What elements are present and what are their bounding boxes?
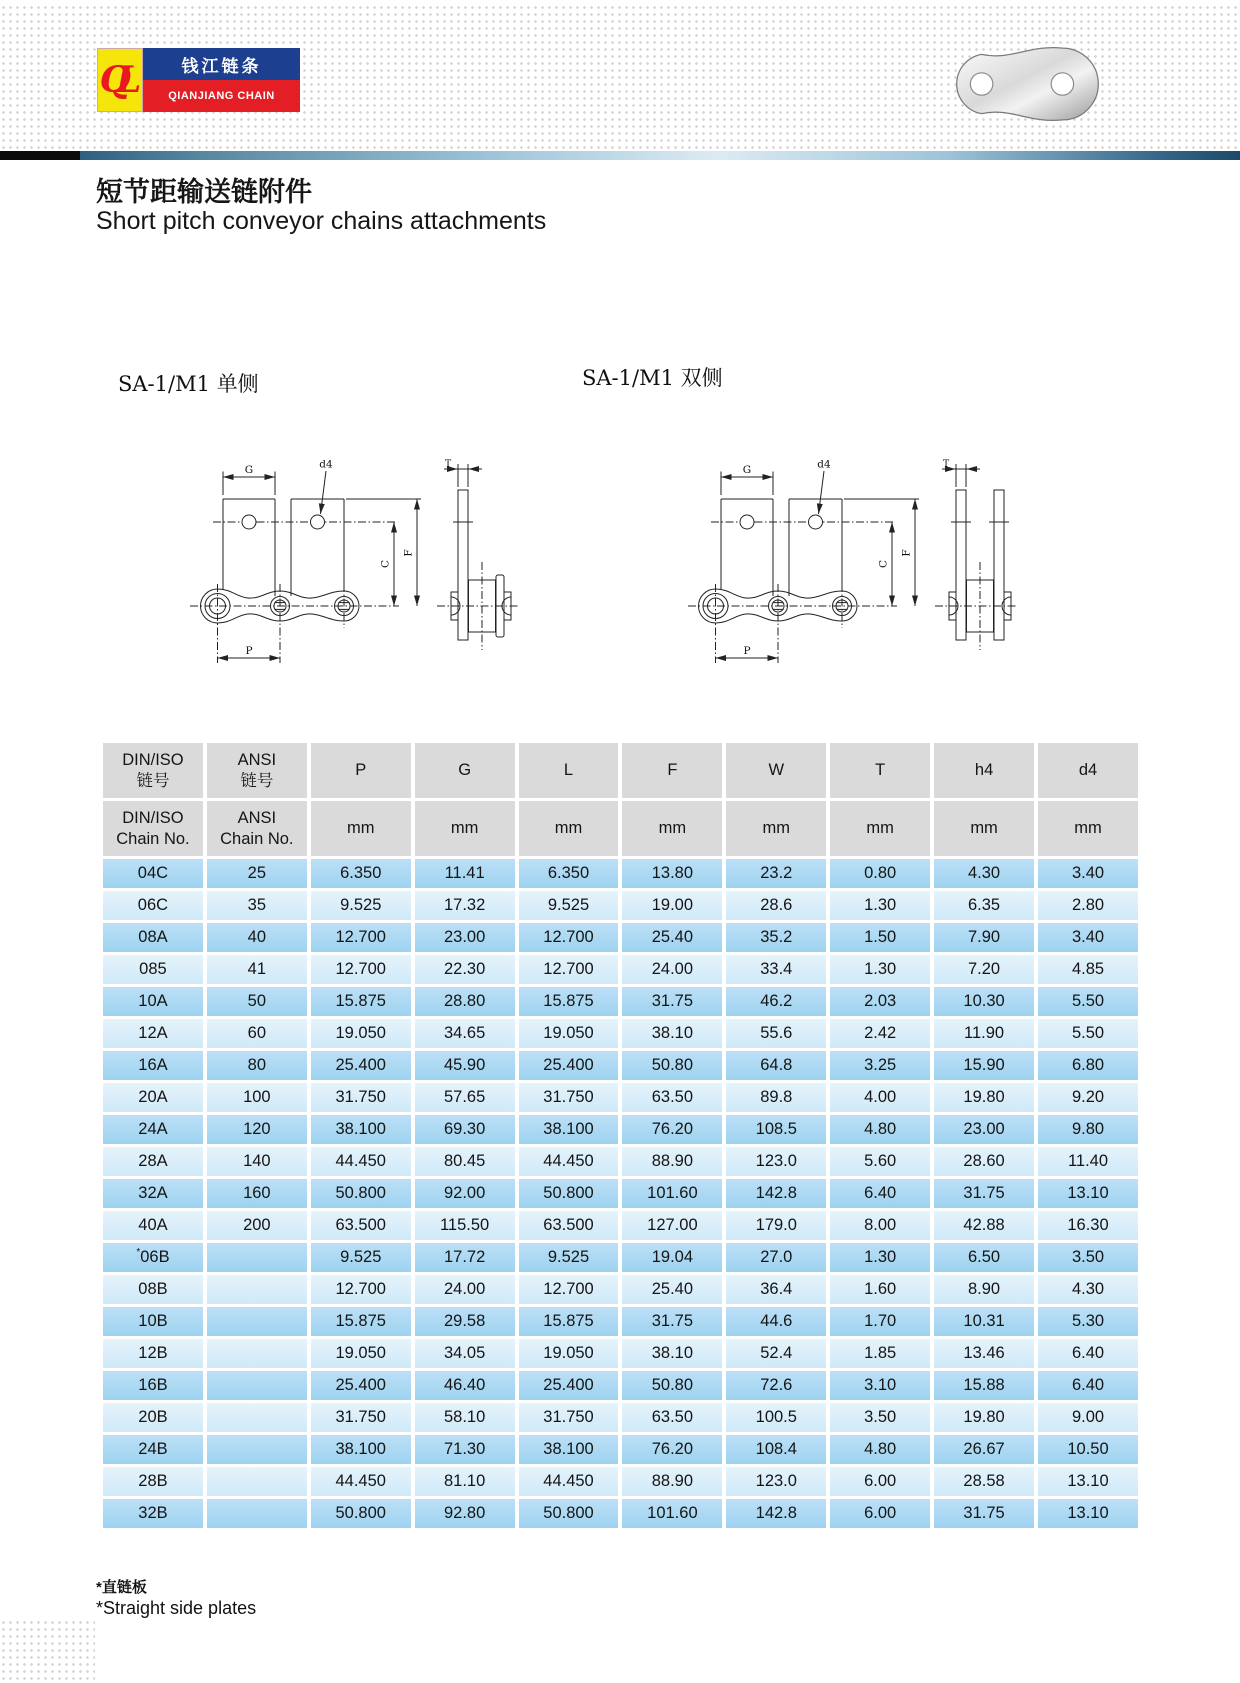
table-cell: 25.40 — [622, 923, 722, 952]
company-logo — [97, 48, 300, 112]
table-cell: 69.30 — [415, 1115, 515, 1144]
table-cell: 140 — [207, 1147, 307, 1176]
logo-monogram: QL — [99, 59, 127, 101]
table-cell: 42.88 — [934, 1211, 1034, 1240]
dimension-label: d4 — [817, 458, 831, 471]
table-cell: 72.6 — [726, 1371, 826, 1400]
table-cell: 50 — [207, 987, 307, 1016]
table-cell: 44.450 — [519, 1467, 619, 1496]
table-cell: 19.80 — [934, 1083, 1034, 1112]
table-cell: 10B — [103, 1307, 203, 1336]
table-cell: 6.40 — [1038, 1339, 1138, 1368]
table-cell: 142.8 — [726, 1499, 826, 1528]
dimension-label: P — [743, 645, 751, 657]
table-cell: 142.8 — [726, 1179, 826, 1208]
table-cell: 9.525 — [519, 1243, 619, 1272]
table-cell: 13.46 — [934, 1339, 1034, 1368]
table-cell: 3.25 — [830, 1051, 930, 1080]
table-cell: 7.20 — [934, 955, 1034, 984]
table-cell: 6.40 — [830, 1179, 930, 1208]
logo-name-cn: 钱江链条 — [143, 48, 300, 80]
table-cell: 44.450 — [311, 1147, 411, 1176]
dimension-label: C — [379, 559, 392, 569]
table-cell: 63.500 — [311, 1211, 411, 1240]
table-cell: 25.400 — [519, 1371, 619, 1400]
table-row — [103, 1115, 1138, 1144]
table-cell: 123.0 — [726, 1147, 826, 1176]
table-cell: 33.4 — [726, 955, 826, 984]
table-cell: 9.525 — [519, 891, 619, 920]
table-cell: 9.80 — [1038, 1115, 1138, 1144]
table-header-cell: W — [726, 743, 826, 798]
table-cell: 12A — [103, 1019, 203, 1048]
table-cell: 80 — [207, 1051, 307, 1080]
table-cell: 31.75 — [622, 1307, 722, 1336]
table-cell: 10.50 — [1038, 1435, 1138, 1464]
table-header-cell: mm — [415, 801, 515, 856]
table-cell — [207, 1499, 307, 1528]
table-cell: 40A — [103, 1211, 203, 1240]
table-cell: 1.50 — [830, 923, 930, 952]
table-cell: 38.100 — [311, 1435, 411, 1464]
table-cell: 29.58 — [415, 1307, 515, 1336]
table-cell: 35 — [207, 891, 307, 920]
table-row — [103, 1307, 1138, 1336]
table-cell: 11.41 — [415, 859, 515, 888]
table-cell: 15.875 — [311, 1307, 411, 1336]
table-cell: 4.30 — [1038, 1275, 1138, 1304]
table-cell — [207, 1243, 307, 1272]
logo-name-en: QIANJIANG CHAIN — [143, 80, 300, 112]
table-row — [103, 1179, 1138, 1208]
table-cell: 20B — [103, 1403, 203, 1432]
table-cell: 15.88 — [934, 1371, 1034, 1400]
table-cell: 16A — [103, 1051, 203, 1080]
table-cell: 13.10 — [1038, 1179, 1138, 1208]
dimension-label: G — [244, 464, 254, 476]
table-cell: 101.60 — [622, 1179, 722, 1208]
table-cell: 6.80 — [1038, 1051, 1138, 1080]
table-cell: 81.10 — [415, 1467, 515, 1496]
table-cell: 6.40 — [1038, 1371, 1138, 1400]
table-cell: 10A — [103, 987, 203, 1016]
table-cell: 76.20 — [622, 1115, 722, 1144]
table-cell — [207, 1307, 307, 1336]
diagram-double-side-drawing — [683, 458, 1043, 688]
table-cell: 5.50 — [1038, 1019, 1138, 1048]
table-cell: 17.32 — [415, 891, 515, 920]
table-cell: 23.2 — [726, 859, 826, 888]
table-cell: 085 — [103, 955, 203, 984]
table-cell: 1.60 — [830, 1275, 930, 1304]
table-cell: 63.50 — [622, 1403, 722, 1432]
table-header-row — [103, 801, 1138, 856]
table-cell: 50.800 — [519, 1179, 619, 1208]
spec-table-wrap — [99, 740, 1142, 1531]
table-row — [103, 1147, 1138, 1176]
table-cell: 5.50 — [1038, 987, 1138, 1016]
table-cell: 5.60 — [830, 1147, 930, 1176]
table-cell: 3.40 — [1038, 859, 1138, 888]
table-cell: 25 — [207, 859, 307, 888]
table-cell: 8.90 — [934, 1275, 1034, 1304]
table-header-cell: G — [415, 743, 515, 798]
table-cell: 9.00 — [1038, 1403, 1138, 1432]
table-row — [103, 955, 1138, 984]
table-header-cell: DIN/ISO 链号 — [103, 743, 203, 798]
divider-bar-black — [0, 151, 80, 160]
table-header-cell: d4 — [1038, 743, 1138, 798]
table-cell: 6.00 — [830, 1499, 930, 1528]
table-header-row — [103, 743, 1138, 798]
table-cell: 13.10 — [1038, 1467, 1138, 1496]
table-cell: 19.80 — [934, 1403, 1034, 1432]
table-header-cell: ANSI Chain No. — [207, 801, 307, 856]
table-row — [103, 1051, 1138, 1080]
table-cell: 108.4 — [726, 1435, 826, 1464]
table-cell: 06C — [103, 891, 203, 920]
table-cell: 44.450 — [311, 1467, 411, 1496]
table-header-cell: mm — [1038, 801, 1138, 856]
table-cell: 1.30 — [830, 955, 930, 984]
table-cell: 19.050 — [311, 1339, 411, 1368]
table-cell: 50.80 — [622, 1371, 722, 1400]
table-cell: 63.50 — [622, 1083, 722, 1112]
table-cell: 19.050 — [519, 1019, 619, 1048]
table-cell: 31.75 — [934, 1499, 1034, 1528]
table-cell: 92.80 — [415, 1499, 515, 1528]
table-cell: 108.5 — [726, 1115, 826, 1144]
table-cell: 25.400 — [311, 1051, 411, 1080]
table-cell: 15.875 — [519, 1307, 619, 1336]
table-header-cell: T — [830, 743, 930, 798]
table-cell: 3.10 — [830, 1371, 930, 1400]
table-cell: 24.00 — [415, 1275, 515, 1304]
table-cell: 40 — [207, 923, 307, 952]
table-row — [103, 859, 1138, 888]
table-header-cell: mm — [726, 801, 826, 856]
chain-link-plate-image — [943, 42, 1101, 126]
table-cell: 20A — [103, 1083, 203, 1112]
dimension-label: F — [900, 549, 913, 557]
table-header-cell: F — [622, 743, 722, 798]
table-cell: 41 — [207, 955, 307, 984]
table-row — [103, 1019, 1138, 1048]
table-cell: 38.100 — [519, 1115, 619, 1144]
table-cell: 6.35 — [934, 891, 1034, 920]
table-cell: 64.8 — [726, 1051, 826, 1080]
table-header-cell: P — [311, 743, 411, 798]
table-cell — [207, 1275, 307, 1304]
table-cell: 15.875 — [311, 987, 411, 1016]
table-cell: 60 — [207, 1019, 307, 1048]
table-cell: 52.4 — [726, 1339, 826, 1368]
table-cell: 1.70 — [830, 1307, 930, 1336]
table-cell: 22.30 — [415, 955, 515, 984]
table-cell: 28A — [103, 1147, 203, 1176]
table-cell: 28.80 — [415, 987, 515, 1016]
table-cell: 2.80 — [1038, 891, 1138, 920]
table-cell: 23.00 — [934, 1115, 1034, 1144]
table-cell: 1.30 — [830, 1243, 930, 1272]
diagram-left-title: SA-1/M1 单侧 — [118, 372, 259, 396]
table-cell: 31.75 — [622, 987, 722, 1016]
table-cell: 4.85 — [1038, 955, 1138, 984]
table-cell: 12.700 — [311, 1275, 411, 1304]
table-cell — [207, 1403, 307, 1432]
table-cell: 38.100 — [519, 1435, 619, 1464]
table-cell: 31.75 — [934, 1179, 1034, 1208]
table-cell: 16.30 — [1038, 1211, 1138, 1240]
logo-monogram-box — [97, 48, 143, 112]
dimension-label: d4 — [319, 458, 333, 471]
dimension-label: P — [245, 645, 253, 657]
table-cell: 4.30 — [934, 859, 1034, 888]
table-cell: 26.67 — [934, 1435, 1034, 1464]
table-cell: 24.00 — [622, 955, 722, 984]
table-cell: 115.50 — [415, 1211, 515, 1240]
table-header-cell: L — [519, 743, 619, 798]
table-cell: 80.45 — [415, 1147, 515, 1176]
table-cell: 3.40 — [1038, 923, 1138, 952]
table-cell: 19.00 — [622, 891, 722, 920]
table-cell: 1.85 — [830, 1339, 930, 1368]
table-cell: 15.90 — [934, 1051, 1034, 1080]
table-cell: 2.42 — [830, 1019, 930, 1048]
table-cell: 50.80 — [622, 1051, 722, 1080]
table-cell: 25.40 — [622, 1275, 722, 1304]
table-cell: 27.0 — [726, 1243, 826, 1272]
table-row — [103, 1275, 1138, 1304]
table-cell: 3.50 — [1038, 1243, 1138, 1272]
table-cell: 100.5 — [726, 1403, 826, 1432]
table-cell: 76.20 — [622, 1435, 722, 1464]
table-cell: 6.350 — [311, 859, 411, 888]
table-cell: 08B — [103, 1275, 203, 1304]
table-cell: 32B — [103, 1499, 203, 1528]
table-cell: 24B — [103, 1435, 203, 1464]
footnote-en: *Straight side plates — [96, 1598, 257, 1618]
diagram-right-title: SA-1/M1 双侧 — [582, 366, 723, 390]
table-cell: 123.0 — [726, 1467, 826, 1496]
table-cell: 8.00 — [830, 1211, 930, 1240]
table-cell: 120 — [207, 1115, 307, 1144]
table-header-cell: mm — [519, 801, 619, 856]
table-cell: *06B — [103, 1243, 203, 1272]
table-row — [103, 1211, 1138, 1240]
table-cell: 4.80 — [830, 1115, 930, 1144]
table-row — [103, 923, 1138, 952]
divider-bar-blue — [80, 151, 1240, 160]
table-cell: 11.40 — [1038, 1147, 1138, 1176]
table-cell: 12B — [103, 1339, 203, 1368]
page-title-en: Short pitch conveyor chains attachments — [96, 207, 547, 235]
table-cell: 31.750 — [519, 1083, 619, 1112]
table-cell: 15.875 — [519, 987, 619, 1016]
table-cell: 44.6 — [726, 1307, 826, 1336]
table-cell: 28B — [103, 1467, 203, 1496]
table-cell — [207, 1435, 307, 1464]
table-row — [103, 891, 1138, 920]
page-title-cn: 短节距输送链附件 — [96, 177, 312, 207]
dimension-label: F — [402, 549, 415, 557]
table-cell: 12.700 — [519, 1275, 619, 1304]
table-row — [103, 1403, 1138, 1432]
table-cell: 38.100 — [311, 1115, 411, 1144]
table-cell: 12.700 — [519, 955, 619, 984]
table-cell: 88.90 — [622, 1147, 722, 1176]
table-cell: 6.350 — [519, 859, 619, 888]
table-cell: 127.00 — [622, 1211, 722, 1240]
table-cell: 36.4 — [726, 1275, 826, 1304]
table-cell: 13.80 — [622, 859, 722, 888]
table-cell: 63.500 — [519, 1211, 619, 1240]
table-cell: 50.800 — [311, 1499, 411, 1528]
table-row — [103, 987, 1138, 1016]
table-cell: 1.30 — [830, 891, 930, 920]
logo-name-box — [143, 48, 300, 112]
table-cell: 31.750 — [311, 1083, 411, 1112]
table-cell — [207, 1371, 307, 1400]
table-cell: 200 — [207, 1211, 307, 1240]
table-cell: 4.00 — [830, 1083, 930, 1112]
table-cell: 5.30 — [1038, 1307, 1138, 1336]
table-cell: 55.6 — [726, 1019, 826, 1048]
table-cell: 46.2 — [726, 987, 826, 1016]
table-cell: 35.2 — [726, 923, 826, 952]
table-cell: 9.20 — [1038, 1083, 1138, 1112]
table-row — [103, 1435, 1138, 1464]
table-cell: 50.800 — [311, 1179, 411, 1208]
table-cell: 3.50 — [830, 1403, 930, 1432]
table-cell: 6.00 — [830, 1467, 930, 1496]
table-cell: 32A — [103, 1179, 203, 1208]
table-cell: 24A — [103, 1115, 203, 1144]
table-cell: 46.40 — [415, 1371, 515, 1400]
table-row — [103, 1499, 1138, 1528]
table-cell: 31.750 — [519, 1403, 619, 1432]
table-row — [103, 1371, 1138, 1400]
table-cell: 31.750 — [311, 1403, 411, 1432]
table-cell — [207, 1467, 307, 1496]
dimension-label: C — [877, 559, 890, 569]
table-header-cell: mm — [934, 801, 1034, 856]
table-cell: 100 — [207, 1083, 307, 1112]
table-cell: 34.05 — [415, 1339, 515, 1368]
table-cell: 12.700 — [519, 923, 619, 952]
table-cell: 58.10 — [415, 1403, 515, 1432]
table-cell: 25.400 — [311, 1371, 411, 1400]
table-cell: 11.90 — [934, 1019, 1034, 1048]
table-cell: 50.800 — [519, 1499, 619, 1528]
table-row — [103, 1083, 1138, 1112]
table-row — [103, 1243, 1138, 1272]
table-cell: 0.80 — [830, 859, 930, 888]
table-cell: 101.60 — [622, 1499, 722, 1528]
table-cell: 89.8 — [726, 1083, 826, 1112]
table-cell: 08A — [103, 923, 203, 952]
table-cell: 2.03 — [830, 987, 930, 1016]
table-cell: 9.525 — [311, 891, 411, 920]
table-header-cell: mm — [622, 801, 722, 856]
table-cell: 25.400 — [519, 1051, 619, 1080]
footnote-cn: *直链板 — [96, 1579, 147, 1596]
table-cell: 19.04 — [622, 1243, 722, 1272]
table-cell: 88.90 — [622, 1467, 722, 1496]
table-cell: 38.10 — [622, 1019, 722, 1048]
table-header-cell: ANSI 链号 — [207, 743, 307, 798]
table-header-cell: mm — [830, 801, 930, 856]
table-cell: 38.10 — [622, 1339, 722, 1368]
table-header-cell: mm — [311, 801, 411, 856]
table-cell: 12.700 — [311, 955, 411, 984]
table-cell: 19.050 — [519, 1339, 619, 1368]
table-cell: 28.6 — [726, 891, 826, 920]
table-cell: 28.60 — [934, 1147, 1034, 1176]
corner-halftone-pattern — [0, 1619, 95, 1683]
table-cell: 34.65 — [415, 1019, 515, 1048]
diagram-single-side-drawing — [185, 458, 545, 688]
table-cell: 71.30 — [415, 1435, 515, 1464]
table-header-cell: DIN/ISO Chain No. — [103, 801, 203, 856]
table-cell: 12.700 — [311, 923, 411, 952]
dimension-label: G — [742, 464, 752, 476]
table-cell: 179.0 — [726, 1211, 826, 1240]
dimension-label: T — [444, 458, 452, 470]
table-cell: 44.450 — [519, 1147, 619, 1176]
table-cell: 19.050 — [311, 1019, 411, 1048]
table-cell: 10.31 — [934, 1307, 1034, 1336]
dimension-label: T — [942, 458, 950, 470]
table-cell: 17.72 — [415, 1243, 515, 1272]
table-cell: 4.80 — [830, 1435, 930, 1464]
table-cell: 9.525 — [311, 1243, 411, 1272]
table-cell: 160 — [207, 1179, 307, 1208]
table-cell: 04C — [103, 859, 203, 888]
table-cell: 23.00 — [415, 923, 515, 952]
table-cell: 57.65 — [415, 1083, 515, 1112]
table-cell: 7.90 — [934, 923, 1034, 952]
table-cell: 92.00 — [415, 1179, 515, 1208]
table-cell: 45.90 — [415, 1051, 515, 1080]
table-cell: 16B — [103, 1371, 203, 1400]
spec-table — [99, 740, 1142, 1531]
table-cell: 10.30 — [934, 987, 1034, 1016]
table-cell — [207, 1339, 307, 1368]
table-row — [103, 1339, 1138, 1368]
table-cell: 6.50 — [934, 1243, 1034, 1272]
table-row — [103, 1467, 1138, 1496]
table-cell: 28.58 — [934, 1467, 1034, 1496]
table-cell: 13.10 — [1038, 1499, 1138, 1528]
table-header-cell: h4 — [934, 743, 1034, 798]
